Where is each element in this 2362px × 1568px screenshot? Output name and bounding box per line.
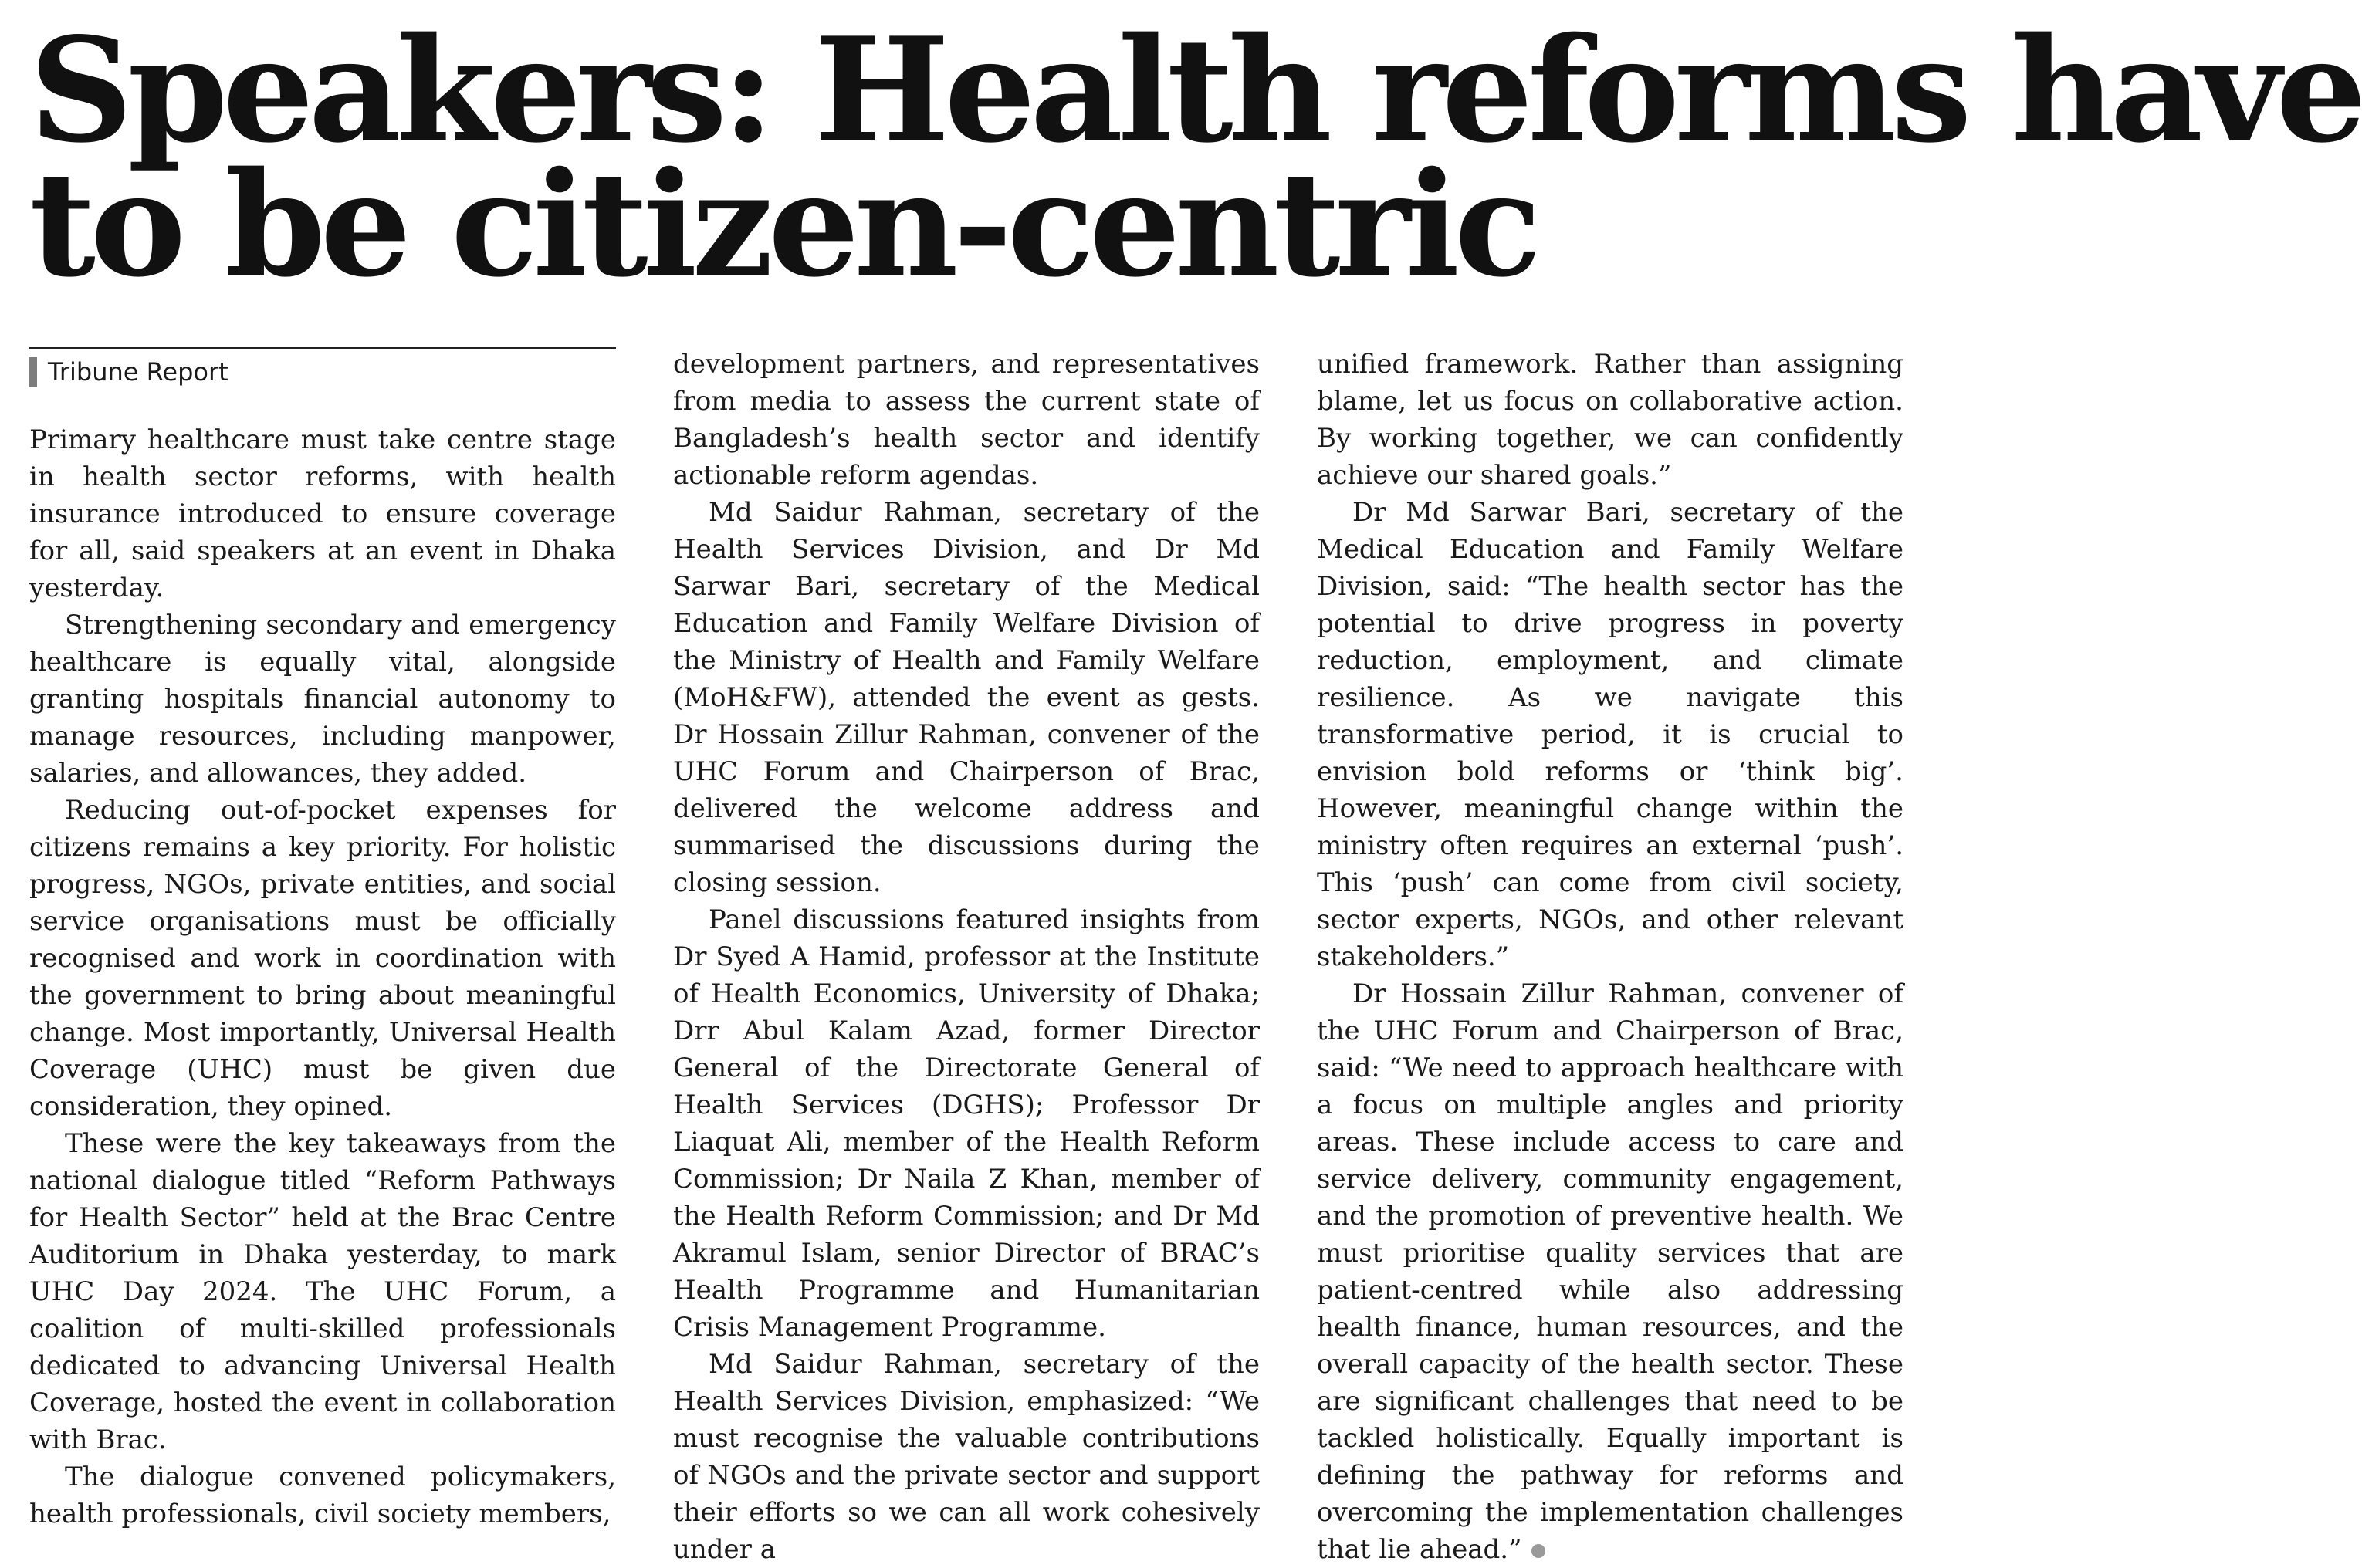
byline <box>29 357 616 387</box>
paragraph: Primary healthcare must take centre stage in health sector reforms, with health insurance introduced to ensure coverage for all, said speakers at an event in Dhaka yesterday. <box>29 424 616 603</box>
byline-text: Tribune Report <box>48 357 228 387</box>
headline <box>29 5 2362 309</box>
headline-line-1: Speakers: Health reforms have <box>29 5 2362 174</box>
paragraph: Dr Md Sarwar Bari, secretary of the Medical Education and Family Welfare Division, said: “The health sector has the potential to drive progress in poverty reduction, employment, and climate resilience. As we navigate this transformative period, it is crucial to envision bold reforms or ‘think big’. However, meaningful change within the ministry often requires an external ‘push’. This ‘push’ can come from civil society, sector experts, NGOs, and other relevant stakeholders.” <box>1317 497 1903 972</box>
byline-divider <box>29 347 616 349</box>
paragraph-text: Dr Hossain Zillur Rahman, convener of the UHC Forum and Chairperson of Brac, said: “We need to approach healthcare with a focus on multiple angles and priority areas. These include access to care and service delivery, community engagement, and the promotion of preventive health. We must prioritise quality services that are patient-centred while also addressing health finance, human resources, and the overall capacity of the health sector. These are significant challenges that need to be tackled holistically. Equally important is defining the pathway for reforms and overcoming the implementation challenges that lie ahead.” <box>1317 978 1903 1565</box>
end-of-article-icon <box>1531 1544 1545 1558</box>
paragraph: Md Saidur Rahman, secretary of the Health Services Division, emphasized: “We must recognise the valuable contributions of NGOs and the private sector and support their efforts so we can all work cohesively under a <box>673 1349 1260 1565</box>
byline-bar-icon <box>29 357 37 387</box>
paragraph: These were the key takeaways from the national dialogue titled “Reform Pathways for Health Sector” held at the Brac Centre Auditorium in Dhaka yesterday, to mark UHC Day 2024. The UHC Forum, a coalition of multi-skilled professionals dedicated to advancing Universal Health Coverage, hosted the event in collaboration with Brac. <box>29 1128 616 1455</box>
headline-line-2: to be citizen-centric <box>29 140 1537 309</box>
paragraph: development partners, and representatives from media to assess the current state of Bangladesh’s health sector and identify actionable reform agendas. <box>673 349 1260 491</box>
paragraph: unified framework. Rather than assigning blame, let us focus on collaborative action. By working together, we can confidently achieve our shared goals.” <box>1317 349 1903 491</box>
paragraph: Reducing out-of-pocket expenses for citizens remains a key priority. For holistic progress, NGOs, private entities, and social service organisations must be officially recognised and work in coordination with the government to bring about meaningful change. Most importantly, Universal Health Coverage (UHC) must be given due consideration, they opined. <box>29 795 616 1122</box>
paragraph: The dialogue convened policymakers, health professionals, civil society members, <box>29 1462 616 1529</box>
paragraph <box>1317 975 1903 1568</box>
paragraph: Strengthening secondary and emergency healthcare is equally vital, alongside granting hospitals financial autonomy to manage resources, including manpower, salaries, and allowances, they added. <box>29 610 616 789</box>
article-column-3 <box>1317 346 1903 1568</box>
article-column-1 <box>29 346 616 1533</box>
paragraph: Panel discussions featured insights from Dr Syed A Hamid, professor at the Institute of Health Economics, University of Dhaka; Drr Abul Kalam Azad, former Director General of the Directorate General of Health Services (DGHS); Professor Dr Liaquat Ali, member of the Health Reform Commission; Dr Naila Z Khan, member of the Health Reform Commission; and Dr Md Akramul Islam, senior Director of BRAC’s Health Programme and Humanitarian Crisis Management Programme. <box>673 904 1260 1343</box>
paragraph: Md Saidur Rahman, secretary of the Health Services Division, and Dr Md Sarwar Bari, secretary of the Medical Education and Family Welfare Division of the Ministry of Health and Family Welfare (MoH&FW), attended the event as gests. Dr Hossain Zillur Rahman, convener of the UHC Forum and Chairperson of Brac, delivered the welcome address and summarised the discussions during the closing session. <box>673 497 1260 898</box>
article-column-2 <box>673 346 1260 1568</box>
